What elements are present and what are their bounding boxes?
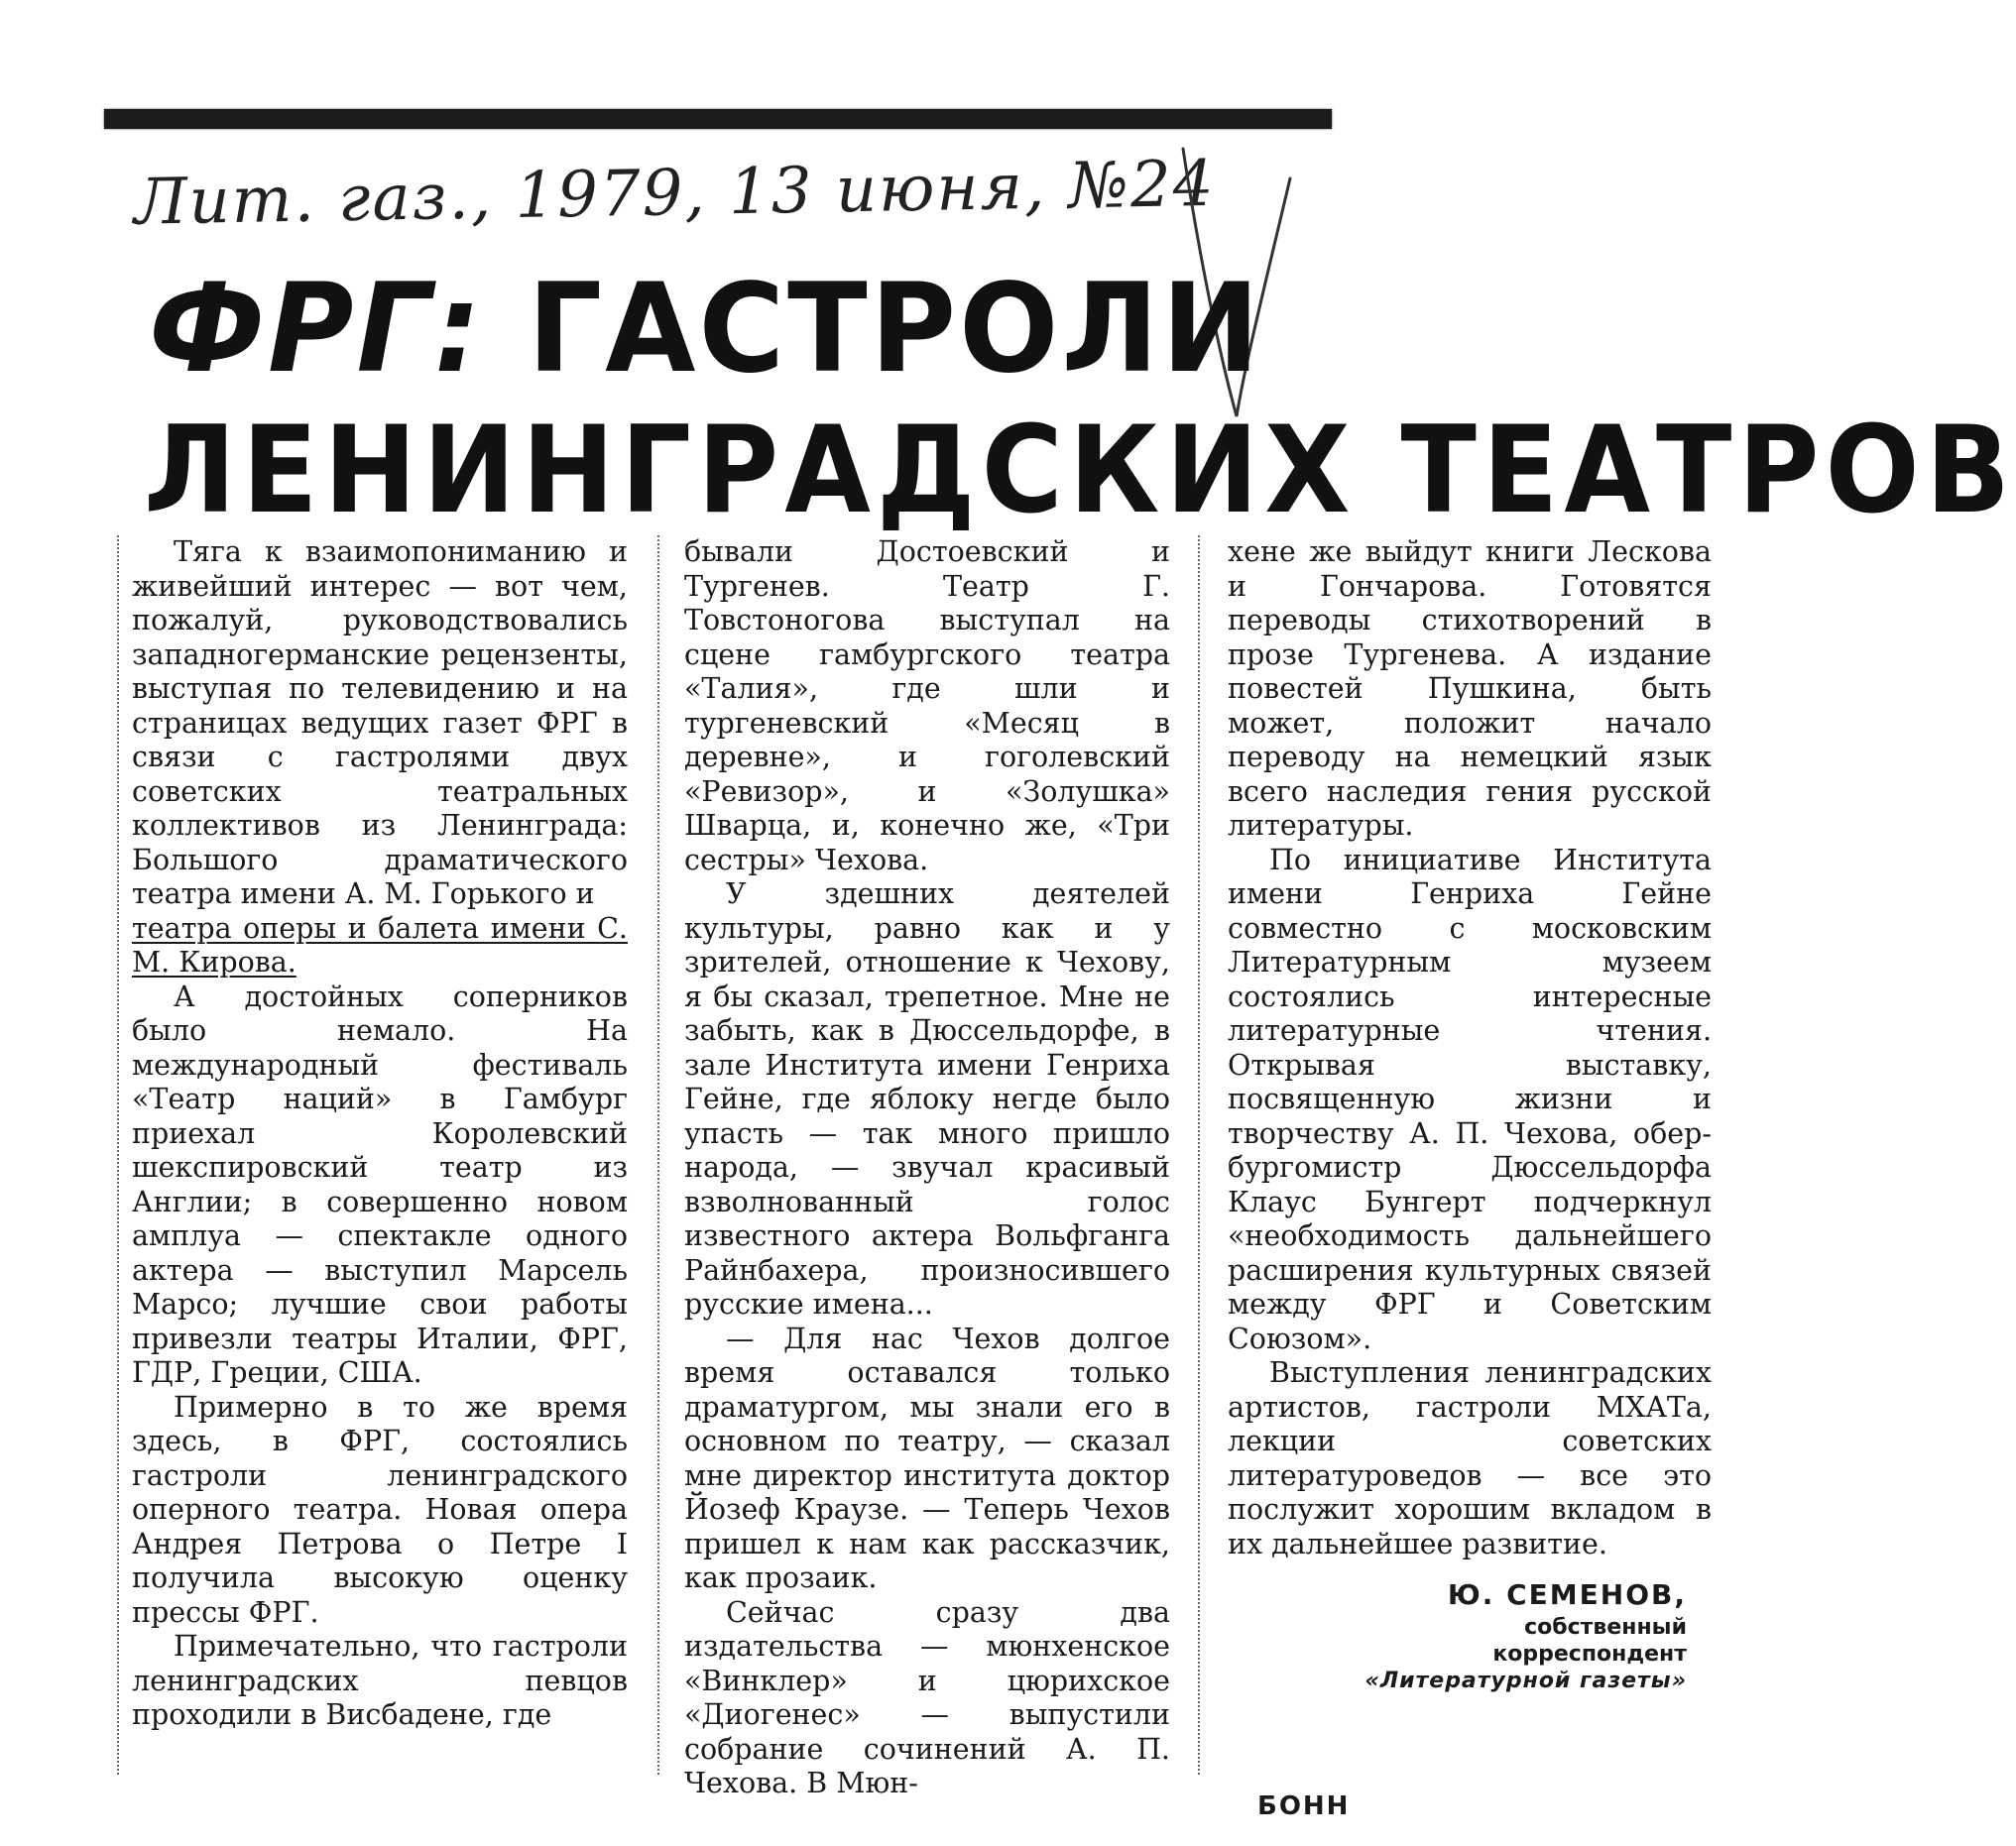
author-role: собственный <box>1524 1615 1687 1640</box>
paragraph: По инициативе Института имени Генриха Гейне совместно с московским Литературным музеем состоялись интересные литературные чтения. Открывая выставку, посвященную жизни и творчеству А. П. Чехова, обер-бургомистр Дюссельдорфа Клаус Бунгерт подчеркнул «необходимость дальнейшего расширения культурных связей между ФРГ и Советским Союзом». <box>1228 843 1712 1355</box>
handwritten-note: Лит. газ., 1979, 13 июня, №24 <box>133 147 1217 240</box>
paragraph: хене же выйдут книги Лескова и Гончарова. Готовятся переводы стихотворений в прозе Тургенева. А издание повестей Пушкина, быть может, положит начало переводу на немецкий язык всего наследия гения русской литературы. <box>1228 535 1712 842</box>
article-column-2 <box>684 535 1170 1801</box>
author-publication: «Литературной газеты» <box>1364 1669 1687 1693</box>
article-column-1 <box>132 535 628 1733</box>
article-column-3 <box>1228 535 1712 1561</box>
author-signature <box>1228 1576 1712 1694</box>
paragraph-underlined <box>132 912 628 981</box>
column-divider <box>117 535 119 1775</box>
top-rule <box>104 109 1332 129</box>
author-role: корреспондент <box>1492 1642 1687 1667</box>
column-divider <box>657 535 659 1775</box>
paragraph: Сейчас сразу два издательства — мюнхенское «Винклер» и цюрихское «Диогенес» — выпустили собрание сочинений А. П. Чехова. В Мюн- <box>684 1595 1170 1799</box>
column-divider <box>1198 535 1200 1775</box>
dateline: БОНН <box>1257 1791 1351 1821</box>
author-name: Ю. СЕМЕНОВ, <box>1447 1578 1687 1611</box>
headline-lead: ФРГ: <box>149 256 484 401</box>
headline-line1 <box>149 256 1263 401</box>
paragraph: Тяга к взаимопониманию и живейший интерес — вот чем, пожалуй, руководствовались западногерманские рецензенты, выступая по телевидению и на страницах ведущих газет ФРГ в связи с гастролями двух советских театральных коллективов из Ленинграда: Большого драматического театра имени А. М. Горького и <box>132 535 628 910</box>
paragraph: Примечательно, что гастроли ленинградских певцов проходили в Висбадене, где <box>132 1630 628 1731</box>
paragraph: — Для нас Чехов долгое время оставался только драматургом, мы знали его в основном по театру, — сказал мне директор института доктор Йозеф Краузе. — Теперь Чехов пришел к нам как рассказчик, как прозаик. <box>684 1322 1170 1594</box>
underlined-text: театра оперы и балета имени С. М. Кирова. <box>132 911 628 979</box>
headline-line2 <box>144 401 2016 540</box>
paragraph: Примерно в то же время здесь, в ФРГ, состоялись гастроли ленинградского оперного театра. Новая опера Андрея Петрова о Петре I получила высокую оценку прессы ФРГ. <box>132 1390 628 1629</box>
paragraph: У здешних деятелей культуры, равно как и у зрителей, отношение к Чехову, я бы сказал, трепетное. Мне не забыть, как в Дюссельдорфе, в зале Института имени Генриха Гейне, где яблоку негде было упасть — так много пришло народа, — звучал красивый взволнованный голос известного актера Вольфганга Райнбахера, произносившего русские имена... <box>684 877 1170 1321</box>
paragraph: бывали Достоевский и Тургенев. Театр Г. Товстоногова выступал на сцене гамбургского театра «Талия», где шли и тургеневский «Месяц в деревне», и гоголевский «Ревизор», и «Золушка» Шварца, и, конечно же, «Три сестры» Чехова. <box>684 535 1170 876</box>
headline-word: ЛЕНИНГРАДСКИХ <box>144 401 1357 540</box>
paragraph: Выступления ленинградских артистов, гастроли МХАТа, лекции советских литературоведов — все это послужит хорошим вкладом в их дальнейшее развитие. <box>1228 1356 1712 1560</box>
headline-word: ТЕАТРОВ <box>1400 401 2016 540</box>
paragraph: А достойных соперников было немало. На международный фестиваль «Театр наций» в Гамбург приехал Королевский шекспировский театр из Англии; в совершенно новом амплуа — спектакле одного актера — выступил Марсель Марсо; лучшие свои работы привезли театры Италии, ФРГ, ГДР, Греции, США. <box>132 980 628 1389</box>
headline-word: ГАСТРОЛИ <box>527 256 1263 401</box>
